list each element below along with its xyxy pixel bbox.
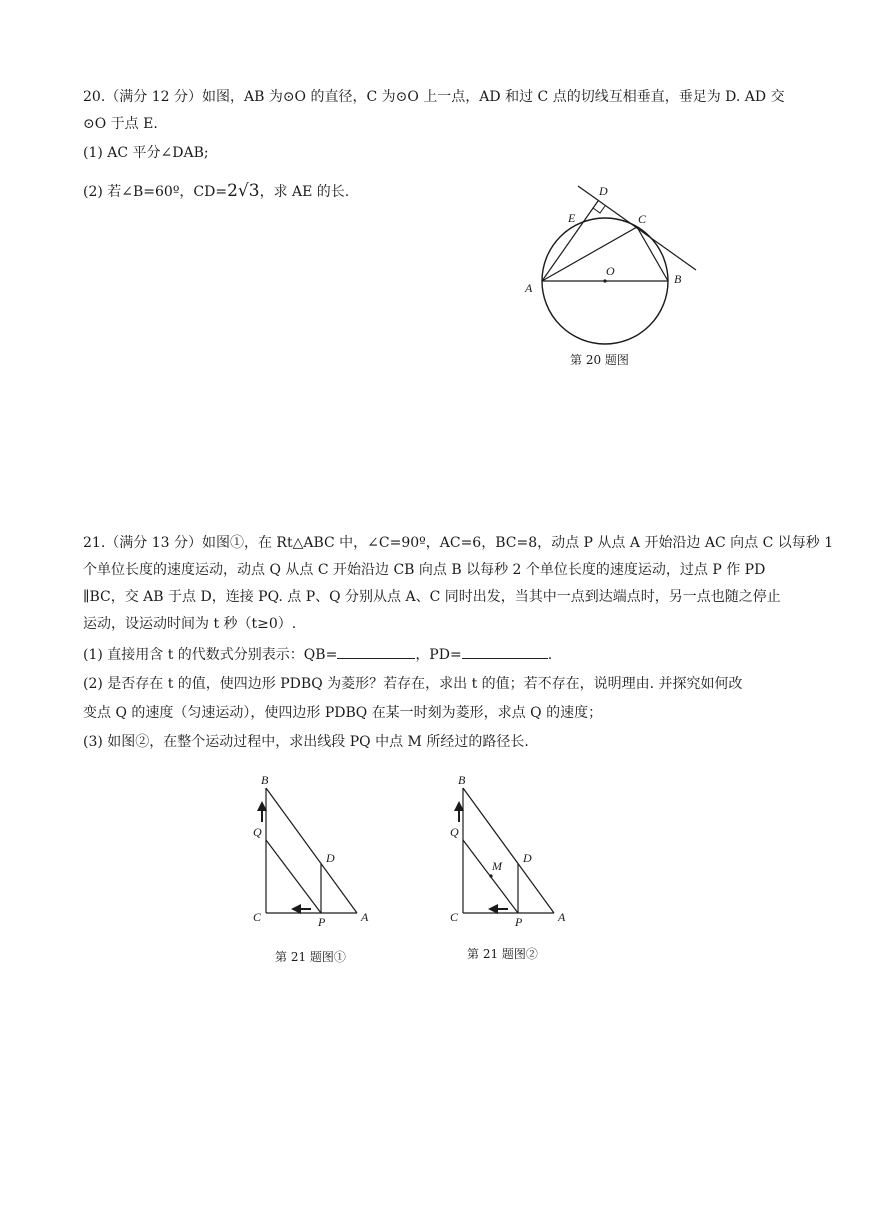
- q20-part2: [83, 180, 349, 203]
- side-ab: [266, 788, 357, 913]
- segment-cb: [637, 227, 668, 281]
- q21-part1-pre: (1) 直接用含 t 的代数式分别表示：QB=: [83, 647, 338, 663]
- q20-cd-value: 2√3: [227, 181, 260, 201]
- right-angle-mark: [593, 206, 605, 213]
- segment-pq: [266, 840, 321, 913]
- q21-line2: 个单位长度的速度运动，动点 Q 从点 C 开始沿边 CB 向点 B 以每秒 2 个单位长度的速度运动，过点 P 作 PD: [83, 562, 766, 578]
- figure-21-2: [442, 770, 577, 930]
- label-e: E: [568, 211, 576, 225]
- label-q: Q: [253, 825, 262, 839]
- label-b: B: [458, 773, 466, 787]
- label-d: D: [599, 184, 608, 198]
- side-ab: [463, 788, 554, 913]
- label-p: P: [318, 915, 326, 929]
- label-d: D: [326, 851, 335, 865]
- label-q: Q: [450, 825, 459, 839]
- q20-part1: (1) AC 平分∠DAB;: [83, 145, 209, 161]
- caption-21-1: 第 21 题图①: [275, 950, 346, 964]
- pd-answer-blank[interactable]: [462, 644, 548, 659]
- label-a: A: [558, 910, 566, 924]
- label-o: O: [606, 264, 615, 278]
- q21-line4: 运动，设运动时间为 t 秒（t≥0）.: [83, 616, 297, 632]
- q21-part2a: (2) 是否存在 t 的值，使四边形 PDBQ 为菱形？若存在，求出 t 的值；若不存在，说明理由. 并探究如何改: [83, 676, 743, 692]
- q21-part1-end: .: [547, 647, 553, 663]
- q20-part2-pre: (2) 若∠B=60º，CD=: [83, 184, 228, 200]
- label-m: M: [492, 859, 502, 873]
- label-a: A: [525, 281, 533, 295]
- midpoint-m-dot: [489, 874, 492, 877]
- label-p: P: [515, 915, 523, 929]
- q21-line3: ∥BC，交 AB 于点 D，连接 PQ. 点 P、Q 分别从点 A、C 同时出发，当其中一点到达端点时，另一点也随之停止: [83, 589, 781, 605]
- q21-part3: (3) 如图②，在整个运动过程中，求出线段 PQ 中点 M 所经过的路径长.: [83, 734, 529, 750]
- label-b: B: [674, 272, 682, 286]
- label-d: D: [523, 851, 532, 865]
- q20-line2: ⊙O 于点 E.: [83, 116, 158, 132]
- q21-line1: 21.（满分 13 分）如图①，在 Rt△ABC 中，∠C=90º，AC=6，BC=8，动点 P 从点 A 开始沿边 AC 向点 C 以每秒 1: [83, 535, 834, 551]
- label-c: C: [450, 910, 459, 924]
- label-a: A: [361, 910, 369, 924]
- q21-part2b: 变点 Q 的速度（匀速运动），使四边形 PDBQ 在某一时刻为菱形，求点 Q 的速度；: [83, 705, 603, 721]
- segment-ac: [542, 227, 637, 281]
- q20-part2-post: ，求 AE 的长.: [259, 184, 350, 200]
- figure-20: [520, 180, 710, 355]
- caption-20: 第 20 题图: [570, 353, 629, 367]
- center-dot: [603, 279, 606, 282]
- label-c: C: [638, 212, 647, 226]
- qb-answer-blank[interactable]: [337, 644, 415, 659]
- caption-21-2: 第 21 题图②: [467, 947, 538, 961]
- figure-21-1: [245, 770, 380, 930]
- label-c: C: [253, 910, 262, 924]
- q21-part1-mid: ，PD=: [415, 647, 462, 663]
- q21-part1: [83, 644, 552, 666]
- label-b: B: [261, 773, 269, 787]
- q20-line1: 20.（满分 12 分）如图，AB 为⊙O 的直径，C 为⊙O 上一点，AD 和过 C 点的切线互相垂直，垂足为 D. AD 交: [83, 89, 785, 105]
